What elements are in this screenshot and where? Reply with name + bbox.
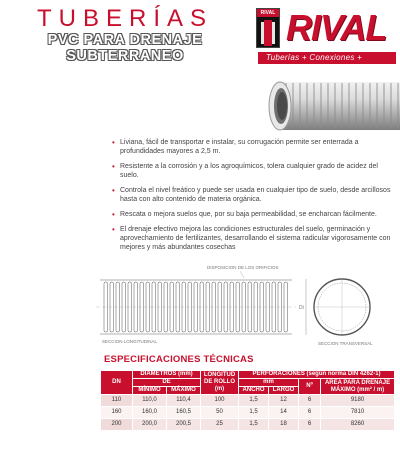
orifice-label: DISPOSICION DE LOS ORIFICIOS <box>207 265 279 270</box>
header-minimo: MÍNIMO <box>133 387 167 395</box>
pipe-illustration <box>230 78 400 140</box>
longitudinal-section <box>96 280 296 344</box>
longitudinal-caption: SECCION LONGITUDINAL <box>102 339 158 344</box>
logo-wordmark: RIVAL <box>286 7 387 48</box>
header-largo: LARGO <box>269 387 299 395</box>
header-diametros: DIAMETROS (mm) <box>133 371 201 379</box>
table-row: 160 160,0 160,5 50 1,5 14 6 7810 <box>101 407 395 419</box>
header-dn: DN <box>101 371 133 395</box>
header-mm: mm <box>239 379 299 387</box>
feature-list <box>112 138 396 258</box>
page-title: TUBERÍAS <box>36 5 214 32</box>
pipe-fitting-icon <box>257 18 279 48</box>
title-block <box>20 6 230 64</box>
logo-emblem-label: RIVAL <box>260 10 276 16</box>
rival-logo <box>256 8 396 74</box>
header-perforaciones: PERFORACIONES (según norma DIN 4262-1) <box>239 371 395 379</box>
logo-emblem <box>256 8 280 48</box>
header-n: Nº <box>299 379 321 395</box>
technical-drawings <box>92 262 392 350</box>
transverse-caption: SECCION TRANSVERSAL <box>318 341 373 346</box>
header <box>0 0 400 80</box>
subtitle-line-2: SUBTERRANEO <box>66 48 184 64</box>
corrugated-pipe-image <box>230 78 400 140</box>
specs-table <box>100 370 395 431</box>
header-longitud: LONGITUD DE ROLLO (m) <box>201 371 239 395</box>
logo-tagline: Tuberías + Conexiones + <box>258 52 396 64</box>
header-area: AREA PARA DRENAJE MÁXIMO (mm² / m) <box>321 379 395 395</box>
table-row: 110 110,0 110,4 100 1,5 12 6 9180 <box>101 395 395 407</box>
header-ancho: ANCHO <box>239 387 269 395</box>
header-maximo: MÁXIMO <box>167 387 201 395</box>
list-item: • Controla el nivel freático y puede ser usada en cualquier tipo de suelo, desde arcillosos hasta con alto contenido de materia orgánica. <box>112 186 396 204</box>
list-item: • Resistente a la corrosión y a los agroquímicos, tolera cualquier grado de acidez del suelo. <box>112 162 396 180</box>
dimension-label: Di <box>299 305 304 311</box>
specs-title: ESPECIFICACIONES TÉCNICAS <box>104 354 254 365</box>
subtitle-line-1: PVC PARA DRENAJE <box>47 32 203 48</box>
list-item: • El drenaje efectivo mejora las condiciones estructurales del suelo, germinación y aprovechamiento de fertilizantes, desarrollando el sistema radicular vigorosamente con mejores y más abundantes cosechas <box>112 225 396 252</box>
pipe-section-drawings <box>92 262 392 350</box>
transverse-section <box>299 279 373 346</box>
table-row: 200 200,0 200,5 25 1,5 18 6 8260 <box>101 419 395 431</box>
list-item: • Rescata o mejora suelos que, por su baja permeabilidad, se encharcan fácilmente. <box>112 210 396 219</box>
list-item: • Liviana, fácil de transportar e instalar, su corrugación permite ser enterrada a profundidades mayores a 2,5 m. <box>112 138 396 156</box>
header-de: DE <box>133 379 201 387</box>
